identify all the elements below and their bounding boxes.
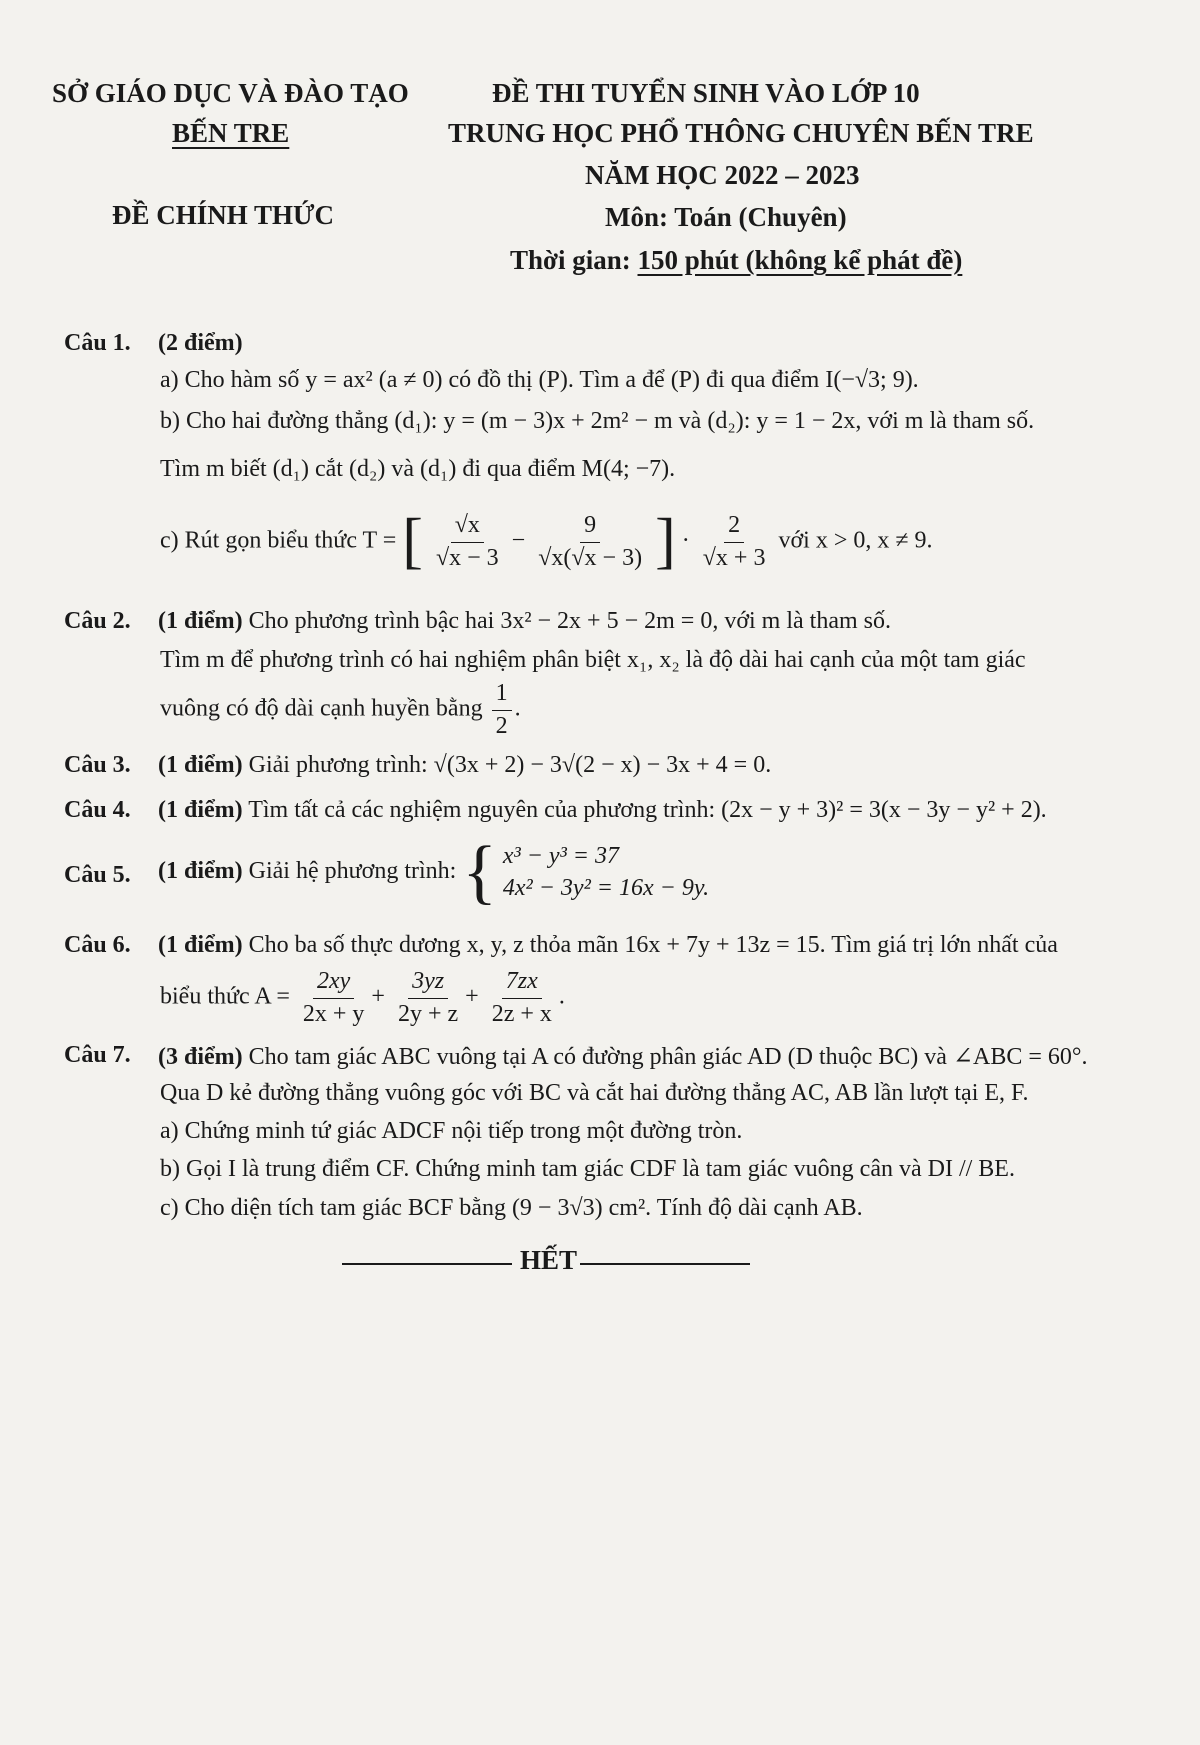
school-name: TRUNG HỌC PHỔ THÔNG CHUYÊN BẾN TRE bbox=[448, 118, 1034, 148]
question-4-label: Câu 4. bbox=[64, 797, 131, 823]
question-2-label: Câu 2. bbox=[64, 608, 131, 634]
q1c-suffix: với x > 0, x ≠ 9. bbox=[778, 527, 933, 554]
question-3-label: Câu 3. bbox=[64, 752, 131, 778]
question-4-text: (1 điểm) Tìm tất cả các nghiệm nguyên của phương trình: (2x − y + 3)² = 3(x − 3y − y² + 2). bbox=[158, 797, 1047, 823]
question-7c: c) Cho diện tích tam giác BCF bằng (9 − 3√3) cm². Tính độ dài cạnh AB. bbox=[160, 1195, 863, 1221]
question-5-text: (1 điểm) Giải hệ phương trình: { x³ − y³ = 37 4x² − 3y² = 16x − 9y. bbox=[158, 831, 710, 912]
exam-title: ĐỀ THI TUYỂN SINH VÀO LỚP 10 bbox=[492, 78, 920, 108]
question-1b: b) Cho hai đường thẳng (d₁): y = (m − 3)x + 2m² − m và (d₂): y = 1 − 2x, với m là tham số. bbox=[160, 408, 1035, 434]
question-1c: c) Rút gọn biểu thức T = [ $\frac{√x}{√x - 3}$ − $\frac{9}{√x(√x - 3)}$ ] · $\frac{2}{√x + 3}$ với x > 0, x ≠ 9. bbox=[160, 507, 933, 576]
q5-system: x³ − y³ = 37 4x² − 3y² = 16x − 9y. bbox=[502, 843, 710, 902]
question-5-label: Câu 5. bbox=[64, 862, 131, 888]
question-7a: a) Chứng minh tứ giác ADCF nội tiếp trong một đường tròn. bbox=[160, 1118, 743, 1144]
question-3-text: (1 điểm) Giải phương trình: √(3x + 2) − 3√(2 − x) − 3x + 4 = 0. bbox=[158, 752, 772, 778]
question-7-line2: Qua D kẻ đường thẳng vuông góc với BC và cắt hai đường thẳng AC, AB lần lượt tại E, F. bbox=[160, 1080, 1029, 1106]
time-label: Thời gian: bbox=[510, 245, 638, 275]
q2-fraction: $\frac{1}{2}$ bbox=[492, 680, 512, 740]
question-1-label: Câu 1. bbox=[64, 330, 131, 356]
question-2-line3: vuông có độ dài cạnh huyền bằng $\frac{1}{2}$ . bbox=[160, 680, 521, 739]
q6-fraction-1: $\frac{2xy}{2x + y}$ bbox=[302, 968, 365, 1027]
official-exam-label: ĐỀ CHÍNH THỨC bbox=[112, 200, 335, 230]
footer-rule-right bbox=[580, 1263, 750, 1265]
q6-fraction-2: $\frac{3yz}{2y + z}$ bbox=[397, 968, 459, 1027]
question-6-line1: (1 điểm) Cho ba số thực dương x, y, z thỏa mãn 16x + 7y + 13z = 15. Tìm giá trị lớn nhất của bbox=[158, 932, 1058, 958]
question-7b: b) Gọi I là trung điểm CF. Chứng minh tam giác CDF là tam giác vuông cân và DI // BE. bbox=[160, 1156, 1015, 1182]
question-2-line1: (1 điểm) Cho phương trình bậc hai 3x² − 2x + 5 − 2m = 0, với m là tham số. bbox=[158, 608, 891, 634]
question-6-label: Câu 6. bbox=[64, 932, 131, 958]
question-1-points: (2 điểm) bbox=[158, 330, 243, 356]
department-name: SỞ GIÁO DỤC VÀ ĐÀO TẠO bbox=[52, 78, 409, 108]
q1c-fraction-2: $\frac{9}{√x(√x - 3)}$ bbox=[538, 512, 643, 571]
province-name: BẾN TRE bbox=[172, 118, 290, 148]
q1c-fraction-1: $\frac{√x}{√x - 3}$ bbox=[435, 512, 499, 571]
question-1b-cont: Tìm m biết (d₁) cắt (d₂) và (d₁) đi qua điểm M(4; −7). bbox=[160, 456, 676, 482]
q6-fraction-3: $\frac{7zx}{2z + x}$ bbox=[491, 968, 552, 1027]
question-1a: a) Cho hàm số y = ax² (a ≠ 0) có đồ thị (P). Tìm a để (P) đi qua điểm I(−√3; 9). bbox=[160, 367, 919, 393]
school-year: NĂM HỌC 2022 – 2023 bbox=[585, 160, 860, 190]
question-7-line1: (3 điểm) Cho tam giác ABC vuông tại A có đường phân giác AD (D thuộc BC) và ∠ABC = 60°. bbox=[158, 1044, 1088, 1070]
q1c-fraction-3: $\frac{2}{√x + 3}$ bbox=[702, 512, 766, 571]
footer-rule-left bbox=[342, 1263, 512, 1265]
question-7-label: Câu 7. bbox=[64, 1042, 131, 1068]
time-value: 150 phút (không kể phát đề) bbox=[637, 245, 963, 275]
time-limit bbox=[510, 245, 962, 276]
q1c-prefix: c) Rút gọn biểu thức T = bbox=[160, 527, 397, 554]
subject-name: Môn: Toán (Chuyên) bbox=[605, 202, 847, 232]
question-2-line2: Tìm m để phương trình có hai nghiệm phân biệt x₁, x₂ là độ dài hai cạnh của một tam giác bbox=[160, 647, 1026, 673]
question-6-line2: biểu thức A = $\frac{2xy}{2x + y}$ + $\frac{3yz}{2y + z}$ + $\frac{7zx}{2z + x}$ . bbox=[160, 968, 565, 1027]
end-marker: HẾT bbox=[520, 1245, 578, 1275]
